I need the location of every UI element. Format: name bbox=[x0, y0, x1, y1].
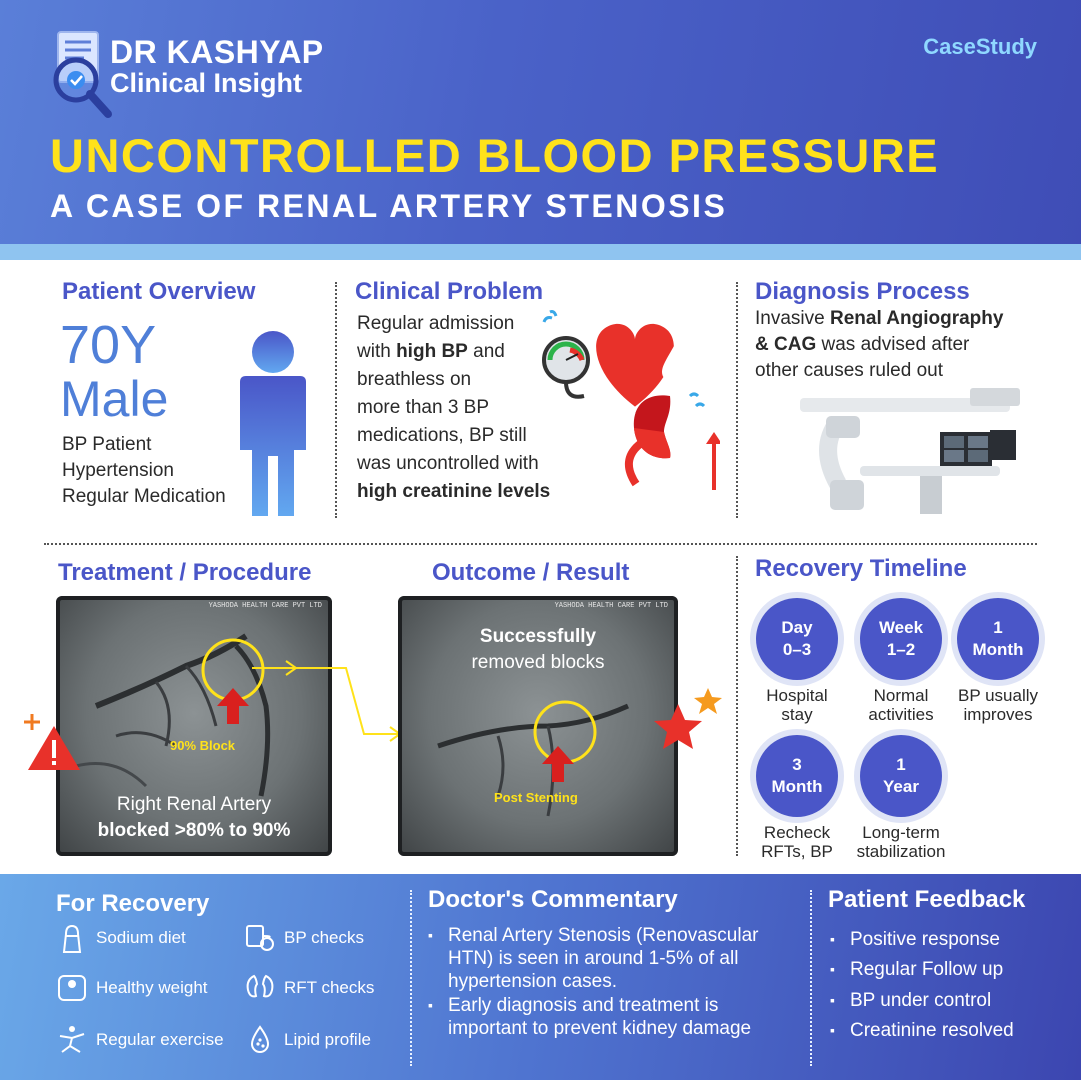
warning-icon bbox=[24, 712, 84, 774]
header-banner bbox=[0, 0, 1081, 260]
kidneys-icon bbox=[244, 972, 276, 1004]
angiography-machine-image bbox=[790, 388, 1030, 518]
patient-age: 70Y bbox=[60, 315, 157, 375]
patient-sex: Male bbox=[60, 371, 169, 427]
recovery-item: Regular exercise bbox=[56, 1024, 224, 1056]
timeline-circle-month: 1 Month bbox=[957, 598, 1039, 680]
diagnosis-heading: Diagnosis Process bbox=[755, 278, 970, 305]
recovery-heading: For Recovery bbox=[56, 890, 210, 917]
outcome-heading: Outcome / Result bbox=[432, 559, 630, 586]
patient-overview-heading: Patient Overview bbox=[62, 278, 256, 305]
bp-heart-kidney-icon bbox=[540, 310, 720, 500]
header-divider-strip bbox=[0, 244, 1081, 260]
recovery-item: RFT checks bbox=[244, 972, 374, 1004]
column-divider bbox=[335, 282, 337, 518]
salt-shaker-icon bbox=[56, 922, 88, 954]
patient-detail: BP Patient bbox=[62, 434, 152, 455]
timeline-caption: Long-term stabilization bbox=[856, 823, 946, 861]
document-search-logo-icon bbox=[48, 28, 118, 120]
patient-detail: Regular Medication bbox=[62, 486, 226, 507]
feedback-item: ▪ Regular Follow up bbox=[850, 958, 1003, 981]
footer-divider bbox=[410, 890, 412, 1066]
patient-details-list bbox=[62, 432, 226, 510]
treatment-caption: Right Renal Artery blocked >80% to 90% bbox=[97, 794, 291, 841]
connector-arrow bbox=[250, 656, 410, 746]
timeline-caption: BP usually improves bbox=[957, 686, 1038, 724]
timeline-heading: Recovery Timeline bbox=[755, 555, 967, 582]
footer-divider bbox=[810, 890, 812, 1066]
column-divider bbox=[736, 282, 738, 518]
commentary-bullet: ▪ Renal Artery Stenosis (Renovascular HTN) is seen in around 1-5% of all hypertension cases. bbox=[448, 924, 758, 993]
timeline-caption: Normal activities bbox=[868, 686, 934, 724]
brand-tagline: Clinical Insight bbox=[110, 68, 303, 98]
timeline-circle-year: 1 Year bbox=[860, 735, 942, 817]
post-stent-angiogram: YASHODA HEALTH CARE PVT LTD Successfully removed blocks Post Stenting bbox=[398, 596, 678, 856]
brand-name: DR KASHYAP bbox=[110, 34, 324, 70]
pre-stent-angiogram: YASHODA HEALTH CARE PVT LTD 90% Block Right Renal Artery blocked >80% to 90% bbox=[56, 596, 332, 856]
timeline-circle-3-month: 3 Month bbox=[756, 735, 838, 817]
timeline-circle-week: Week 1–2 bbox=[860, 598, 942, 680]
timeline-caption: Recheck RFTs, BP bbox=[761, 823, 833, 861]
feedback-heading: Patient Feedback bbox=[828, 886, 1026, 913]
weighing-scale-icon bbox=[56, 972, 88, 1004]
block-label: 90% Block bbox=[170, 738, 236, 753]
recovery-item: Healthy weight bbox=[56, 972, 208, 1004]
person-icon bbox=[232, 330, 314, 520]
diagnosis-text: Invasive Renal Angiography & CAG was advised after other causes ruled out bbox=[755, 308, 1004, 381]
clinical-problem-heading: Clinical Problem bbox=[355, 278, 544, 305]
star-icon bbox=[648, 686, 724, 758]
lipid-drop-icon bbox=[244, 1024, 276, 1056]
page-subtitle: A CASE OF RENAL ARTERY STENOSIS bbox=[50, 188, 728, 224]
clinical-problem-text: Regular admission with high BP and breathless on more than 3 BP medications, BP still was uncontrolled with high creatinine levels bbox=[357, 313, 551, 502]
recovery-item: Lipid profile bbox=[244, 1024, 371, 1056]
commentary-heading: Doctor's Commentary bbox=[428, 886, 678, 913]
bp-monitor-icon bbox=[244, 922, 276, 954]
row-divider bbox=[44, 543, 1037, 545]
column-divider bbox=[736, 556, 738, 856]
treatment-heading: Treatment / Procedure bbox=[58, 559, 312, 586]
feedback-item: ▪ Positive response bbox=[850, 928, 1000, 951]
feedback-item: ▪ Creatinine resolved bbox=[850, 1019, 1014, 1042]
timeline-caption: Hospital stay bbox=[766, 686, 828, 724]
case-study-tag: CaseStudy bbox=[923, 34, 1037, 59]
patient-detail: Hypertension bbox=[62, 460, 174, 481]
page-title: UNCONTROLLED BLOOD PRESSURE bbox=[50, 129, 940, 182]
post-stenting-label: Post Stenting bbox=[494, 790, 578, 805]
artery-image bbox=[398, 596, 678, 856]
exercise-icon bbox=[56, 1024, 88, 1056]
recovery-item: Sodium diet bbox=[56, 922, 186, 954]
feedback-item: ▪ BP under control bbox=[850, 989, 991, 1012]
commentary-bullet: ▪ Early diagnosis and treatment is important to prevent kidney damage bbox=[448, 994, 751, 1040]
recovery-item: BP checks bbox=[244, 922, 364, 954]
outcome-caption: Successfully removed blocks bbox=[471, 626, 605, 673]
footer-banner bbox=[0, 874, 1081, 1080]
timeline-circle-day: Day 0–3 bbox=[756, 598, 838, 680]
